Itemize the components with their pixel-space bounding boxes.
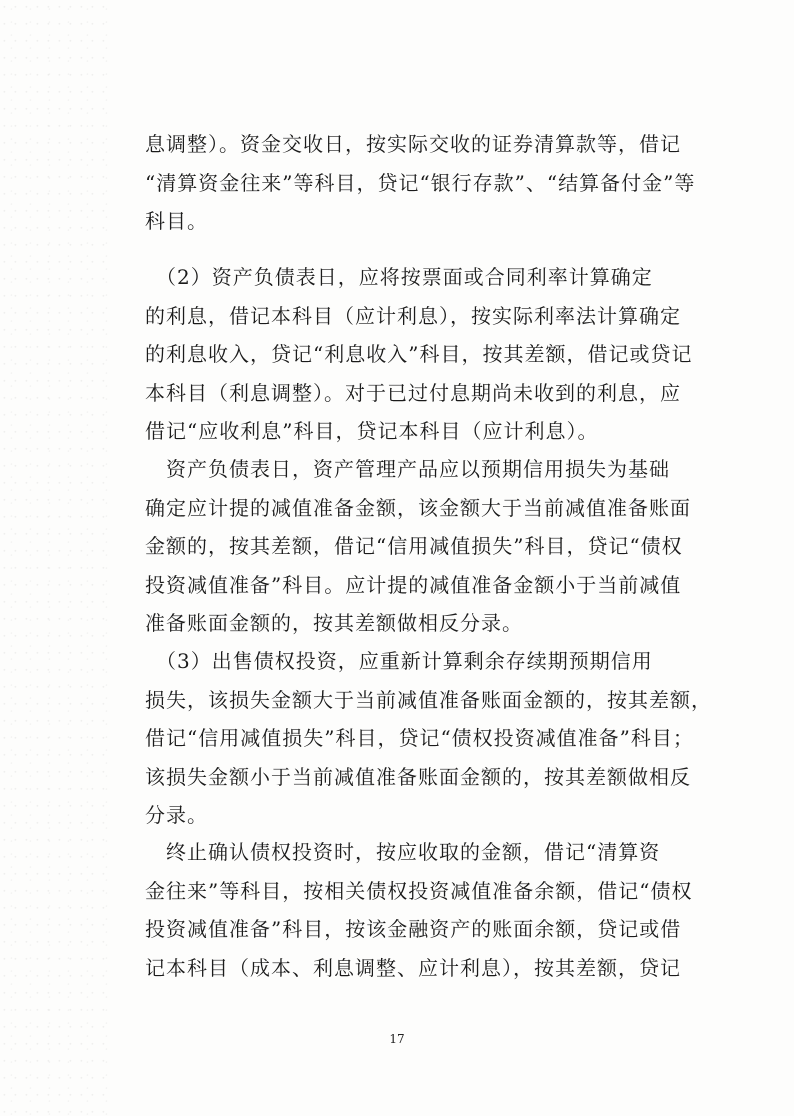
text-line: 金额的，按其差额，借记“信用减值损失”科目，贷记“债权	[145, 534, 683, 558]
text-line: 息调整）。资金交收日，按实际交收的证券清算款等，借记	[145, 132, 681, 156]
text-line: （2）资产负债表日，应将按票面或合同利率计算确定	[145, 265, 653, 289]
paragraph-impairment-provision	[145, 450, 691, 643]
text-line: 分录。	[145, 803, 208, 827]
text-line: 投资减值准备”科目，按该金融资产的账面余额，贷记或借	[145, 917, 682, 941]
text-line: 确定应计提的减值准备金额，该金额大于当前减值准备账面	[145, 495, 691, 520]
text-line: 借记“信用减值损失”科目，贷记“债权投资减值准备”科目；	[145, 726, 694, 750]
paragraph-interest-adjustment	[145, 125, 696, 241]
text-line: 资产负债表日，资产管理产品应以预期信用损失为基础	[145, 457, 670, 481]
text-line: 金往来”等科目，按相关债权投资减值准备余额，借记“债权	[145, 878, 693, 903]
text-line: 借记“应收利息”科目，贷记本科目（应计利息）。	[145, 419, 599, 443]
paragraph-sale-of-debt-investment	[145, 642, 712, 835]
page-number: 17	[389, 1032, 405, 1046]
text-line: 本科目（利息调整）。对于已过付息期尚未收到的利息，应	[145, 380, 681, 405]
text-line: 的利息收入，贷记“利息收入”科目，按其差额，借记或贷记	[145, 342, 693, 366]
text-line: 损失，该损失金额大于当前减值准备账面金额的，按其差额，	[145, 687, 712, 712]
text-line: 投资减值准备”科目。应计提的减值准备金额小于当前减值	[145, 572, 682, 597]
text-line: 终止确认债权投资时，按应收取的金额，借记“清算资	[145, 840, 661, 864]
text-line: 该损失金额小于当前减值准备账面金额的，按其差额做相反	[145, 764, 691, 789]
text-line: “清算资金往来”等科目，贷记“银行存款”、“结算备付金”等	[145, 170, 696, 195]
paragraph-balance-sheet-date	[145, 258, 693, 451]
text-line: 的利息，借记本科目（应计利息），按实际利率法计算确定	[145, 303, 681, 328]
scan-binding-edge	[0, 0, 110, 1116]
text-line: 记本科目（成本、利息调整、应计利息），按其差额，贷记	[145, 955, 681, 980]
text-line: （3）出售债权投资，应重新计算剩余存续期预期信用	[145, 649, 653, 673]
text-line: 科目。	[145, 209, 208, 233]
paragraph-derecognition	[145, 833, 693, 987]
text-line: 准备账面金额的，按其差额做相反分录。	[145, 611, 523, 635]
